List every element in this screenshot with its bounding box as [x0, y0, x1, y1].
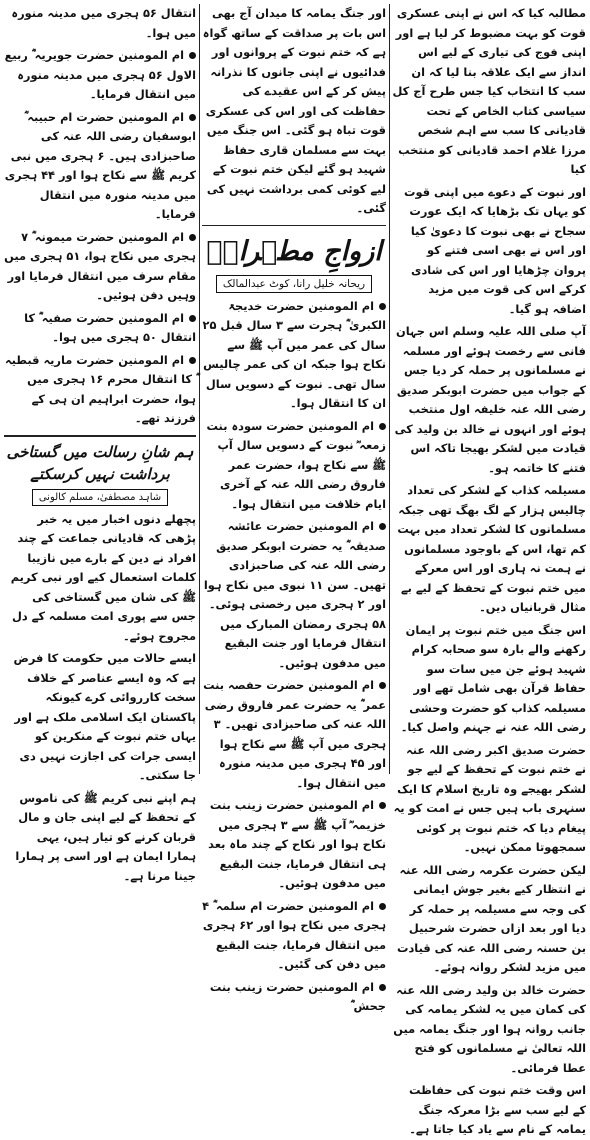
article-paragraph: حضرت خالد بن ولید رضی اللہ عنہ کی کمان میں یہ لشکر یمامہ کی جانب روانہ ہوا اور جنگ یمامہ میں اللہ تعالیٰ نے مسلمانوں کو فتح عطا فرمائی۔: [393, 982, 586, 1075]
list-item: [4, 351, 196, 429]
article-paragraph: پچھلے دنوں اخبار میں یہ خبر پڑھی کہ قادیانی جماعت کے چند افراد نے دین کے بارے میں نازیبا کلمات استعمال کیے اور نبی کریم ﷺ کی شان میں گستاخی کی جس سے پوری امت مسلمہ کے دل مجروح ہوئے۔: [10, 511, 196, 643]
list-item: [202, 297, 386, 414]
entry-body: ۷ ہجری میں نکاح ہوا، ۵۱ ہجری میں مقام سرف میں انتقال فرمایا اور وہیں دفن ہوئیں۔: [4, 229, 196, 302]
left-column: [4, 4, 196, 883]
entry-title: ام المومنین حضرت صفیہ ؓ: [38, 310, 184, 325]
entry-body: یہ حضرت ابوبکر صدیق رضی اللہ عنہ کی صاحبزادی تھیں۔ سن ۱۱ نبوی میں نکاح ہوا اور ۲ ہجری میں رخصتی ہوئی۔ ۵۸ ہجری رمضان المبارک میں انتقال فرمایا اور جنت البقیع میں مدفون ہوئیں۔: [203, 538, 386, 670]
article-paragraph: مطالبہ کیا کہ اس نے اپنی عسکری قوت کو بہت مضبوط کر لیا ہے اور اپنی فوج کی تیاری کے لیے اس انداز سے ایک علاقہ بنا لیا کہ ان سب کا انتخاب کیا جس طرح آج کل سیاسی کتاب الخاص کے تحت قادیانی کا سب سے اہم شخص مرزا غلام احمد قادیانی کو منتخب کیا: [392, 6, 586, 176]
entry-title: ام المومنین حضرت ام حبیبہ ؓ: [24, 109, 184, 124]
list-item: [202, 517, 386, 673]
headline-block: [4, 441, 196, 506]
bullet-icon: [379, 423, 386, 430]
section-headline: ہم شانِ رسالت میں گستاخی برداشت نہیں کرسکتے: [6, 442, 194, 483]
article-paragraph: اور نبوت کے دعوے میں اپنی قوت کو یہاں تک بڑھایا کہ ایک عورت سجاح نے بھی نبوت کا دعویٰ کیا اور اس نے بھی اسی فتنے کو پروان چڑھایا اور اس کی شادی کرکے اس کی قوت میں مزید اضافہ ہو گیا۔: [404, 184, 586, 316]
list-item: [202, 417, 386, 515]
entry-title: ام المومنین حضرت سودہ بنت زمعہ ؓ: [206, 418, 386, 452]
bullet-icon: [189, 114, 196, 121]
bullet-icon: [379, 802, 386, 809]
bullet-icon: [379, 523, 386, 530]
entry-body: ابوسفیان رضی اللہ عنہ کی صاحبزادی ہیں۔ ۶ ہجری میں نبی کریم ﷺ سے نکاح ہوا اور ۴۴ ہجری میں مدینہ منورہ میں انتقال فرمایا۔: [4, 129, 196, 221]
bullet-icon: [189, 315, 196, 322]
article-paragraph: اس جنگ میں ختم نبوت پر ایمان رکھنے والے بارہ سو صحابہ کرام شہید ہوئے جن میں سات سو حفاظ قرآن بھی شامل تھے اور مسیلمہ کذاب کو حضرت وحشی رضی اللہ عنہ نے جہنم واصل کیا۔: [400, 622, 586, 734]
entry-body: ۴ ہجری میں نکاح ہوا اور ۶۲ ہجری میں انتقال فرمایا، جنت البقیع میں دفن کی گئیں۔: [202, 898, 386, 971]
entry-body: ربیع الاول ۵۶ ہجری میں مدینہ منورہ میں انتقال فرمایا۔: [4, 48, 196, 101]
article-paragraph: حضرت صدیق اکبر رضی اللہ عنہ نے ختم نبوت کے تحفظ کے لیے جو لشکر بھیجے وہ تاریخ اسلام کا ایک سنہری باب ہیں جس نے امت کو یہ پیغام دیا کہ ختم نبوت پر کوئی سمجھوتا ممکن نہیں۔: [393, 742, 586, 854]
article-paragraph: اس وقت ختم نبوت کی حفاظت کے لیے سب سے بڑا معرکہ جنگ یمامہ کے نام سے یاد کیا جاتا ہے۔: [409, 1083, 586, 1136]
middle-column: [202, 4, 386, 1013]
byline: ریحانہ خلیل رانا، کوٹ عبدالمالک: [216, 275, 372, 293]
article-paragraph: مسیلمہ کذاب کے لشکر کی تعداد چالیس ہزار کے لگ بھگ تھی جبکہ مسلمانوں کا لشکر تعداد میں بہت کم تھا، اس کے باوجود مسلمانوں نے ہمت نہ ہاری اور اس معرکے میں ختم نبوت کے تحفظ کے لیے بے مثال قربانیاں دیں۔: [397, 483, 586, 614]
bullet-icon: [189, 357, 196, 364]
entry-title: ام المومنین حضرت زینب بنت جحش ؓ: [209, 979, 386, 1013]
entry-title: ام المومنین حضرت زینب بنت خزیمہ ؓ: [209, 798, 386, 832]
list-item: [202, 978, 386, 1017]
bullet-icon: [379, 903, 386, 910]
entry-body: انتقال ۵۶ ہجری میں مدینہ منورہ میں ہوا۔: [11, 6, 196, 40]
column-divider: [199, 4, 200, 774]
entry-body: نبوت کے دسویں سال آپ ﷺ سے نکاح ہوا، حضرت عمر فاروق رضی اللہ عنہ کے آخری ایام خلافت میں انتقال ہوا۔: [217, 438, 386, 511]
entry-body: ہجرت سے ۳ سال قبل ۲۵ سال کی عمر میں آپ ﷺ سے نکاح ہوا جبکہ ان کی عمر چالیس سال تھی۔ نبوت کے دسویں سال ان کا انتقال ہوا۔: [202, 318, 386, 410]
article-intro: اور جنگ یمامہ کا میدان آج بھی اس بات پر صداقت کے ساتھ گواہ ہے کہ ختم نبوت کے پروانوں اور فدائیوں نے اپنی جانوں کا نذرانہ پیش کر کے اس عقیدے کی حفاظت کی اور اس کی عسکری قوت تباہ ہو گئی۔ اس جنگ میں بہت سے مسلمان قاری حفاظ شہید ہو گئے لیکن ختم نبوت کے لیے کوئی کمی برداشت نہیں کی گئی۔: [202, 6, 386, 215]
headline: ازواجِ مطہراتؓ: [206, 235, 382, 267]
headline-block: [202, 232, 386, 293]
list-item: [202, 897, 386, 975]
list-item: [4, 4, 196, 43]
list-item: [202, 796, 386, 894]
entry-title: ام المومنین حضرت خدیجۃ الکبریٰ ؓ: [228, 298, 386, 332]
list-item: [202, 676, 386, 793]
list-item: [4, 228, 196, 306]
bullet-icon: [379, 984, 386, 991]
entry-title: ام المومنین حضرت ماریہ قبطیہ: [4, 352, 184, 367]
entry-title: ام المومنین حضرت ام سلمہ ؓ: [213, 898, 374, 913]
entry-title: ام المومنین حضرت حفصہ بنت عمر ؓ: [203, 678, 386, 712]
bullet-icon: [379, 303, 386, 310]
byline: شاہد مصطفیٰ، مسلم کالونی: [32, 489, 168, 506]
bullet-icon: [189, 234, 196, 241]
section-divider: [202, 225, 386, 226]
bullet-icon: [379, 682, 386, 689]
bullet-icon: [189, 52, 196, 59]
entry-title: ام المومنین حضرت میمونہ ؓ: [32, 229, 184, 244]
list-item: [4, 108, 196, 225]
article-paragraph: ایسے حالات میں حکومت کا فرض ہے کہ وہ ایسے عناصر کے خلاف سخت کارروائی کرے کیونکہ پاکستان ایک اسلامی ملک ہے اور یہاں ختم نبوت کے منکرین کو ایسی جرات کی اجازت نہیں دی جا سکتی۔: [13, 651, 196, 782]
entry-body: آپ ﷺ سے ۳ ہجری میں نکاح ہوا اور نکاح کے چند ماہ بعد ہی انتقال فرمایا، جنت البقیع میں مدفون ہوئیں۔: [208, 817, 386, 890]
list-item: [4, 46, 196, 105]
entry-body: یہ حضرت عمر فاروق رضی اللہ عنہ کی صاحبزادی تھیں۔ ۳ ہجری میں آپ ﷺ سے نکاح ہوا اور ۴۵ ہجری میں مدینہ منورہ میں انتقال ہوا۔: [204, 697, 386, 790]
entry-body: کا انتقال ۵۰ ہجری میں ہوا۔: [24, 310, 196, 344]
section-divider: [4, 435, 196, 437]
article-paragraph: آپ صلی اللہ علیہ وسلم اس جہان فانی سے رخصت ہوئے اور مسلمہ نے مسلمانوں پر حملہ کر دیا جس کے جواب میں حضرت ابوبکر صدیق رضی اللہ عنہ خلیفہ اول منتخب ہوئے اور انہوں نے خالد بن ولید کی قیادت میں لشکر بھیجا تاکہ اس فتنے کا خاتمہ ہو۔: [394, 324, 586, 475]
column-divider: [389, 4, 390, 774]
entry-body: کا انتقال محرم ۱۶ ہجری میں ہوا، حضرت ابراہیم ان ہی کے فرزند تھے۔: [27, 372, 196, 425]
entry-title: ام المومنین حضرت عائشہ صدیقہ ؓ: [227, 519, 386, 553]
article-paragraph: لیکن حضرت عکرمہ رضی اللہ عنہ نے انتظار کیے بغیر جوش ایمانی کی وجہ سے مسیلمہ پر حملہ کر دیا اور بعد ازاں حضرت شرحبیل بن حسنہ رضی اللہ عنہ کی قیادت میں مزید لشکر روانہ ہوئے۔: [397, 862, 586, 974]
right-column: [392, 4, 586, 1136]
article-paragraph: ہم اپنے نبی کریم ﷺ کی ناموس کے تحفظ کے لیے اپنی جان و مال قربان کرنے کو تیار ہیں، یہی ہمارا ایمان ہے اور اسی پر ہمارا جینا مرنا ہے۔: [15, 790, 196, 883]
list-item: [4, 309, 196, 348]
entry-title: ام المومنین حضرت جویریہ ؓ: [31, 48, 184, 62]
